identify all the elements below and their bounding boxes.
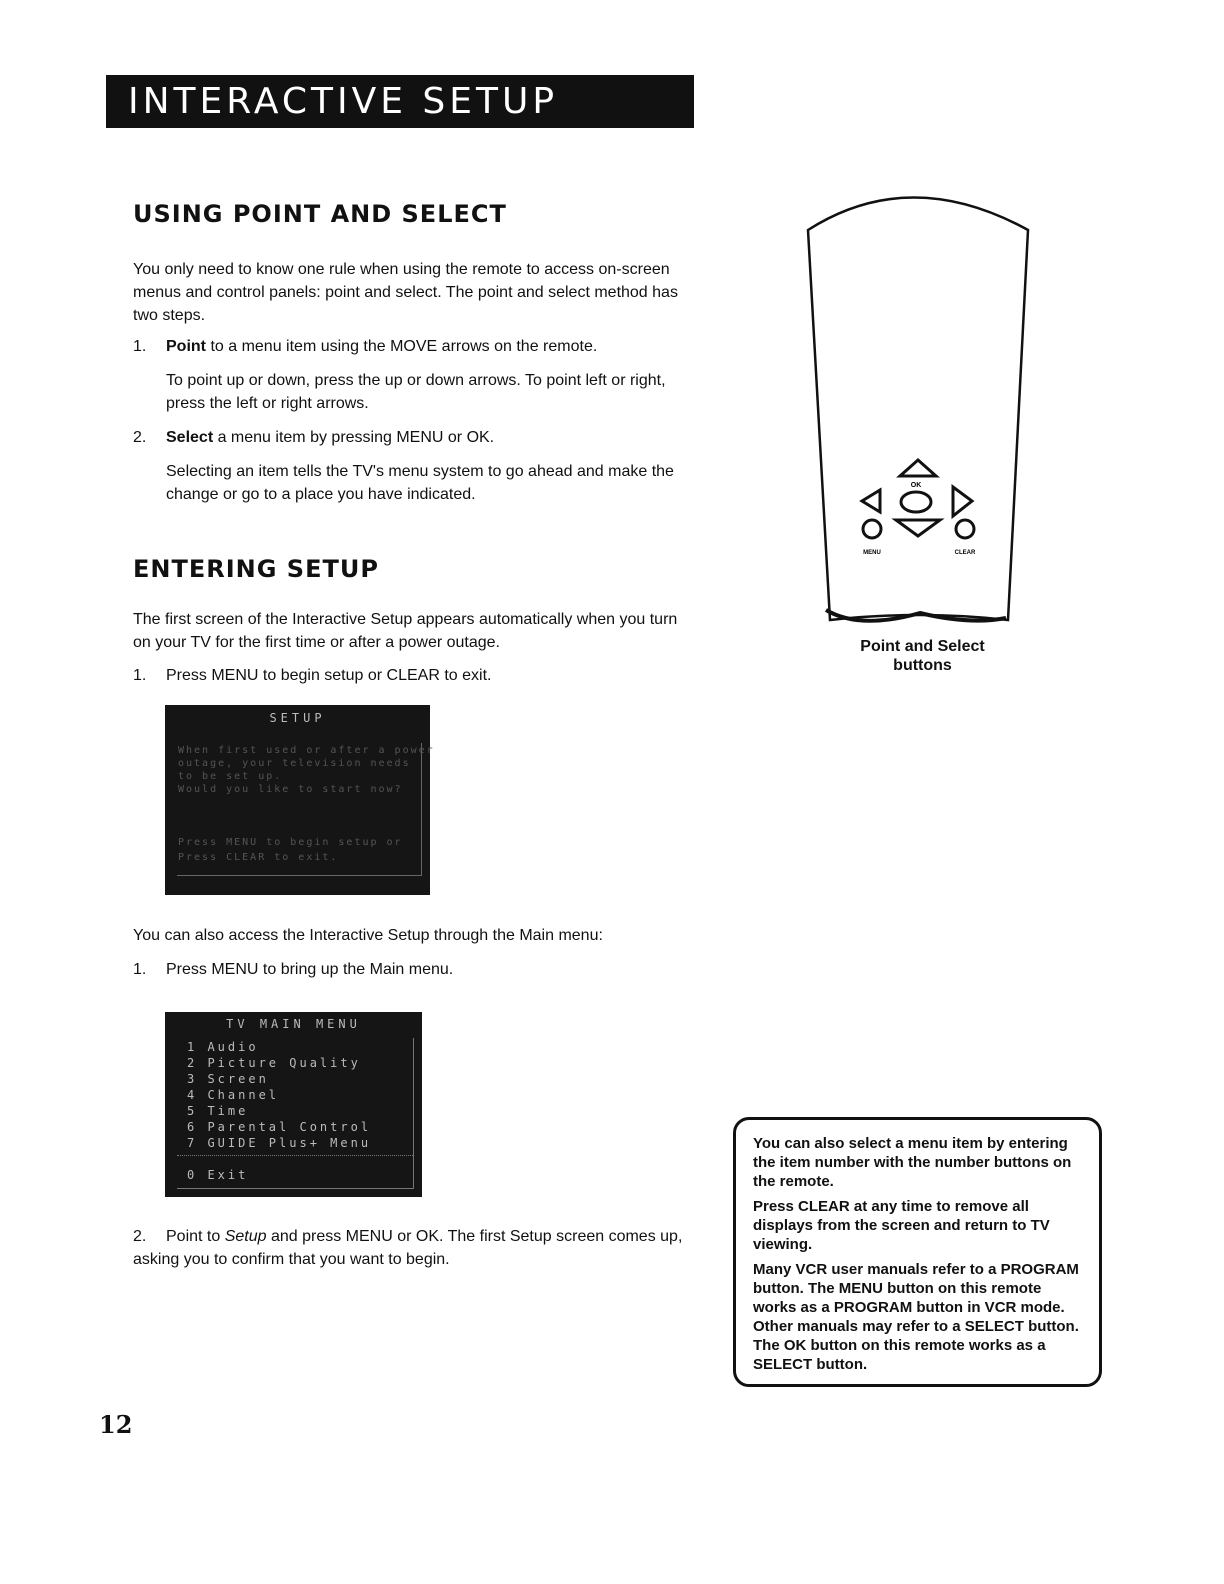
main-menu-access-text: You can also access the Interactive Setup through the Main menu:	[133, 927, 603, 944]
main-menu-title: TV MAIN MENU	[226, 1017, 361, 1031]
step-text: a menu item by pressing MENU or OK.	[213, 429, 495, 446]
setup-screen-line: to be set up.	[178, 771, 283, 782]
main-menu-item: 7 GUIDE Plus+ Menu	[187, 1136, 372, 1150]
step-text: Press MENU to begin setup or CLEAR to exit.	[166, 667, 492, 684]
step-text: Point to	[166, 1228, 225, 1245]
main-menu-item: 1 Audio	[187, 1040, 259, 1054]
menu-label: MENU	[863, 550, 881, 556]
main-menu-list	[187, 1039, 371, 1151]
step-select	[133, 426, 698, 449]
step-number: 1.	[133, 667, 147, 684]
main-menu-screen-image	[165, 1012, 422, 1197]
main-menu-exit-item: 0 Exit	[187, 1168, 249, 1182]
tip-paragraph: Press CLEAR at any time to remove all displays from the screen and return to TV viewing.	[753, 1198, 1050, 1253]
step-bring-up-main-menu	[133, 958, 698, 981]
step-keyword: Point	[166, 338, 206, 355]
clear-label: CLEAR	[954, 550, 976, 556]
main-menu-item: 4 Channel	[187, 1088, 280, 1102]
page-number: 12	[99, 1410, 133, 1439]
remote-outline	[808, 198, 1028, 621]
intro-paragraph: You only need to know one rule when using the remote to access on-screen menus and control panels: point and select. The point and select method has two steps.	[133, 261, 678, 324]
setup-intro-paragraph: The first screen of the Interactive Setup appears automatically when you turn on your TV for the first time or after a power outage.	[133, 611, 678, 651]
step-point	[133, 335, 698, 358]
setup-screen-prompt: Press MENU to begin setup or	[178, 837, 403, 848]
setup-screen-line: outage, your television needs	[178, 758, 411, 769]
setup-screen-line: When first used or after a power	[178, 745, 435, 756]
page-banner-title: INTERACTIVE SETUP	[106, 75, 694, 128]
main-menu-item: 3 Screen	[187, 1072, 269, 1086]
setup-screen-image	[165, 705, 435, 895]
tip-paragraph: You can also select a menu item by entering the item number with the number buttons on the remote.	[753, 1135, 1072, 1190]
main-menu-item: 6 Parental Control	[187, 1120, 372, 1134]
ok-label: OK	[910, 482, 922, 489]
main-menu-divider	[177, 1155, 413, 1156]
step-press-menu	[133, 664, 698, 687]
remote-caption-line: Point and Select	[860, 638, 985, 655]
remote-caption	[830, 637, 1015, 675]
remote-caption-line: buttons	[893, 657, 952, 674]
step-keyword: Select	[166, 429, 214, 446]
step-select-detail: Selecting an item tells the TV's menu system to go ahead and make the change or go to a place you have indicated.	[166, 463, 674, 503]
step-number: 2.	[133, 429, 147, 446]
setup-screen-title: SETUP	[269, 711, 326, 725]
setup-screen-prompt: Press CLEAR to exit.	[178, 852, 339, 863]
step-number: 2.	[133, 1228, 147, 1245]
setup-screen-line: Would you like to start now?	[178, 784, 403, 795]
main-menu-item: 2 Picture Quality	[187, 1056, 361, 1070]
main-menu-item: 5 Time	[187, 1104, 249, 1118]
step-text: Press MENU to bring up the Main menu.	[166, 961, 454, 978]
step-text: to a menu item using the MOVE arrows on the remote.	[206, 338, 598, 355]
tip-paragraph: Many VCR user manuals refer to a PROGRAM button. The MENU button on this remote works as a PROGRAM button in VCR mode. Other manuals may refer to a SELECT button. The OK button on this remote works as a SELECT button.	[753, 1261, 1079, 1373]
remote-illustration	[800, 190, 1035, 640]
tip-box	[733, 1117, 1102, 1387]
step-number: 1.	[133, 961, 147, 978]
step-number: 1.	[133, 338, 147, 355]
step-italic-setup: Setup	[224, 1228, 267, 1245]
step-text: and press MENU or OK. The first Setup screen comes up, asking you to confirm that you want to begin.	[133, 1228, 683, 1268]
section-heading-entering-setup: ENTERING SETUP	[133, 555, 379, 583]
step-point-detail: To point up or down, press the up or down arrows. To point left or right, press the left or right arrows.	[166, 372, 666, 412]
section-heading-point-select: USING POINT AND SELECT	[133, 200, 507, 228]
step-point-to-setup	[133, 1225, 698, 1271]
